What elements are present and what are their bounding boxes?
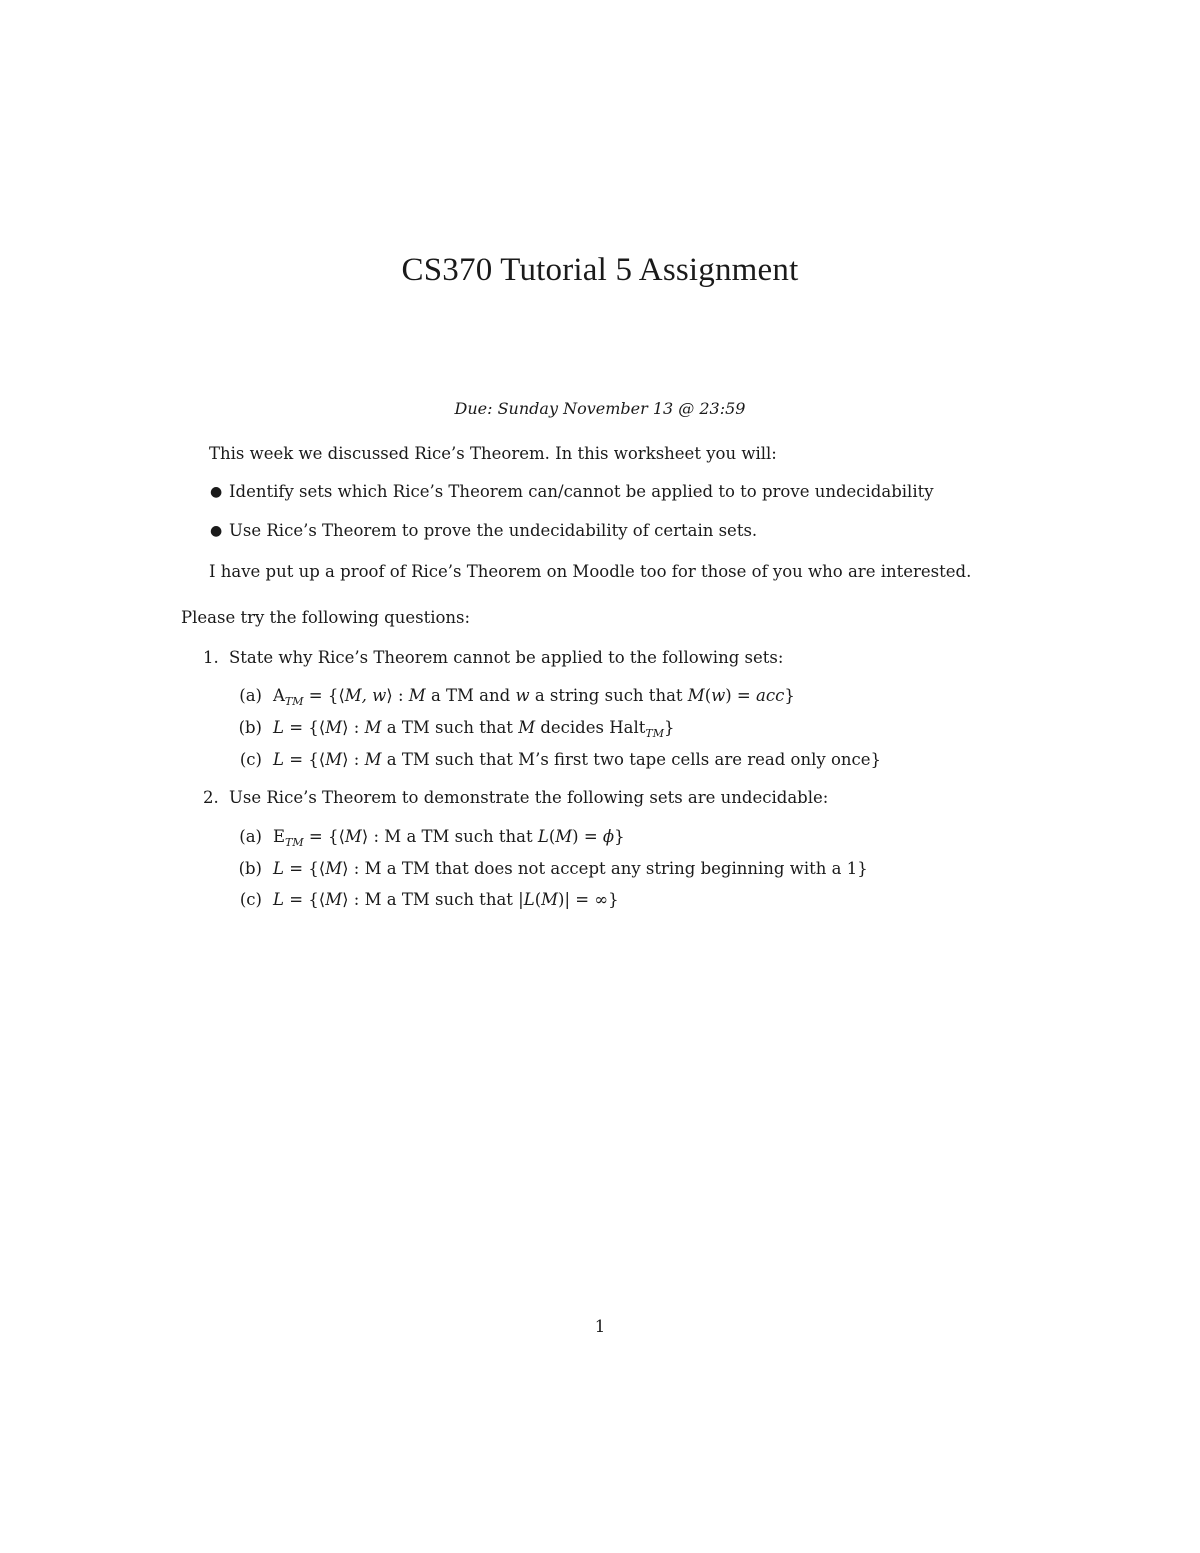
set-definition-1a: $A_{TM}$ = {⟨M, w⟩ : M a TM and w a string such that M(w) = acc} bbox=[273, 686, 795, 708]
part-label: (b) bbox=[238, 718, 262, 737]
question-number: 2. bbox=[203, 788, 219, 807]
bullet-item-2: Use Rice’s Theorem to prove the undecidability of certain sets. bbox=[229, 521, 758, 540]
set-definition-1c: L = {⟨M⟩ : M a TM such that M’s first two tape cells are read only once} bbox=[273, 750, 882, 769]
part-label: (c) bbox=[239, 750, 262, 769]
question-number: 1. bbox=[203, 648, 219, 667]
document-title: CS370 Tutorial 5 Assignment bbox=[401, 252, 799, 288]
set-definition-2c: L = {⟨M⟩ : M a TM such that |L(M)| = ∞} bbox=[273, 890, 619, 909]
questions-prompt: Please try the following questions: bbox=[181, 608, 471, 627]
due-date: Due: Sunday November 13 @ 23:59 bbox=[454, 399, 746, 418]
bullet-icon: ● bbox=[210, 523, 223, 539]
page-number: 1 bbox=[594, 1317, 606, 1336]
part-label: (b) bbox=[238, 859, 262, 878]
set-definition-2b: L = {⟨M⟩ : M a TM that does not accept any string beginning with a 1} bbox=[273, 859, 868, 878]
set-definition-2a: $E_{TM}$ = {⟨M⟩ : M a TM such that L(M) = ϕ} bbox=[273, 827, 625, 849]
question-1-text: State why Rice’s Theorem cannot be applied to the following sets: bbox=[229, 648, 784, 667]
part-label: (c) bbox=[239, 890, 262, 909]
question-2-text: Use Rice’s Theorem to demonstrate the following sets are undecidable: bbox=[229, 788, 829, 807]
part-label: (a) bbox=[239, 686, 262, 705]
set-definition-1b: L = {⟨M⟩ : M a TM such that M decides Halt$_{TM}$} bbox=[273, 718, 675, 740]
part-label: (a) bbox=[239, 827, 262, 846]
intro-text: This week we discussed Rice’s Theorem. In this worksheet you will: bbox=[209, 444, 777, 463]
note-text: I have put up a proof of Rice’s Theorem on Moodle too for those of you who are interested. bbox=[209, 562, 972, 581]
bullet-item-1: Identify sets which Rice’s Theorem can/cannot be applied to to prove undecidability bbox=[229, 482, 934, 501]
bullet-icon: ● bbox=[210, 484, 223, 500]
